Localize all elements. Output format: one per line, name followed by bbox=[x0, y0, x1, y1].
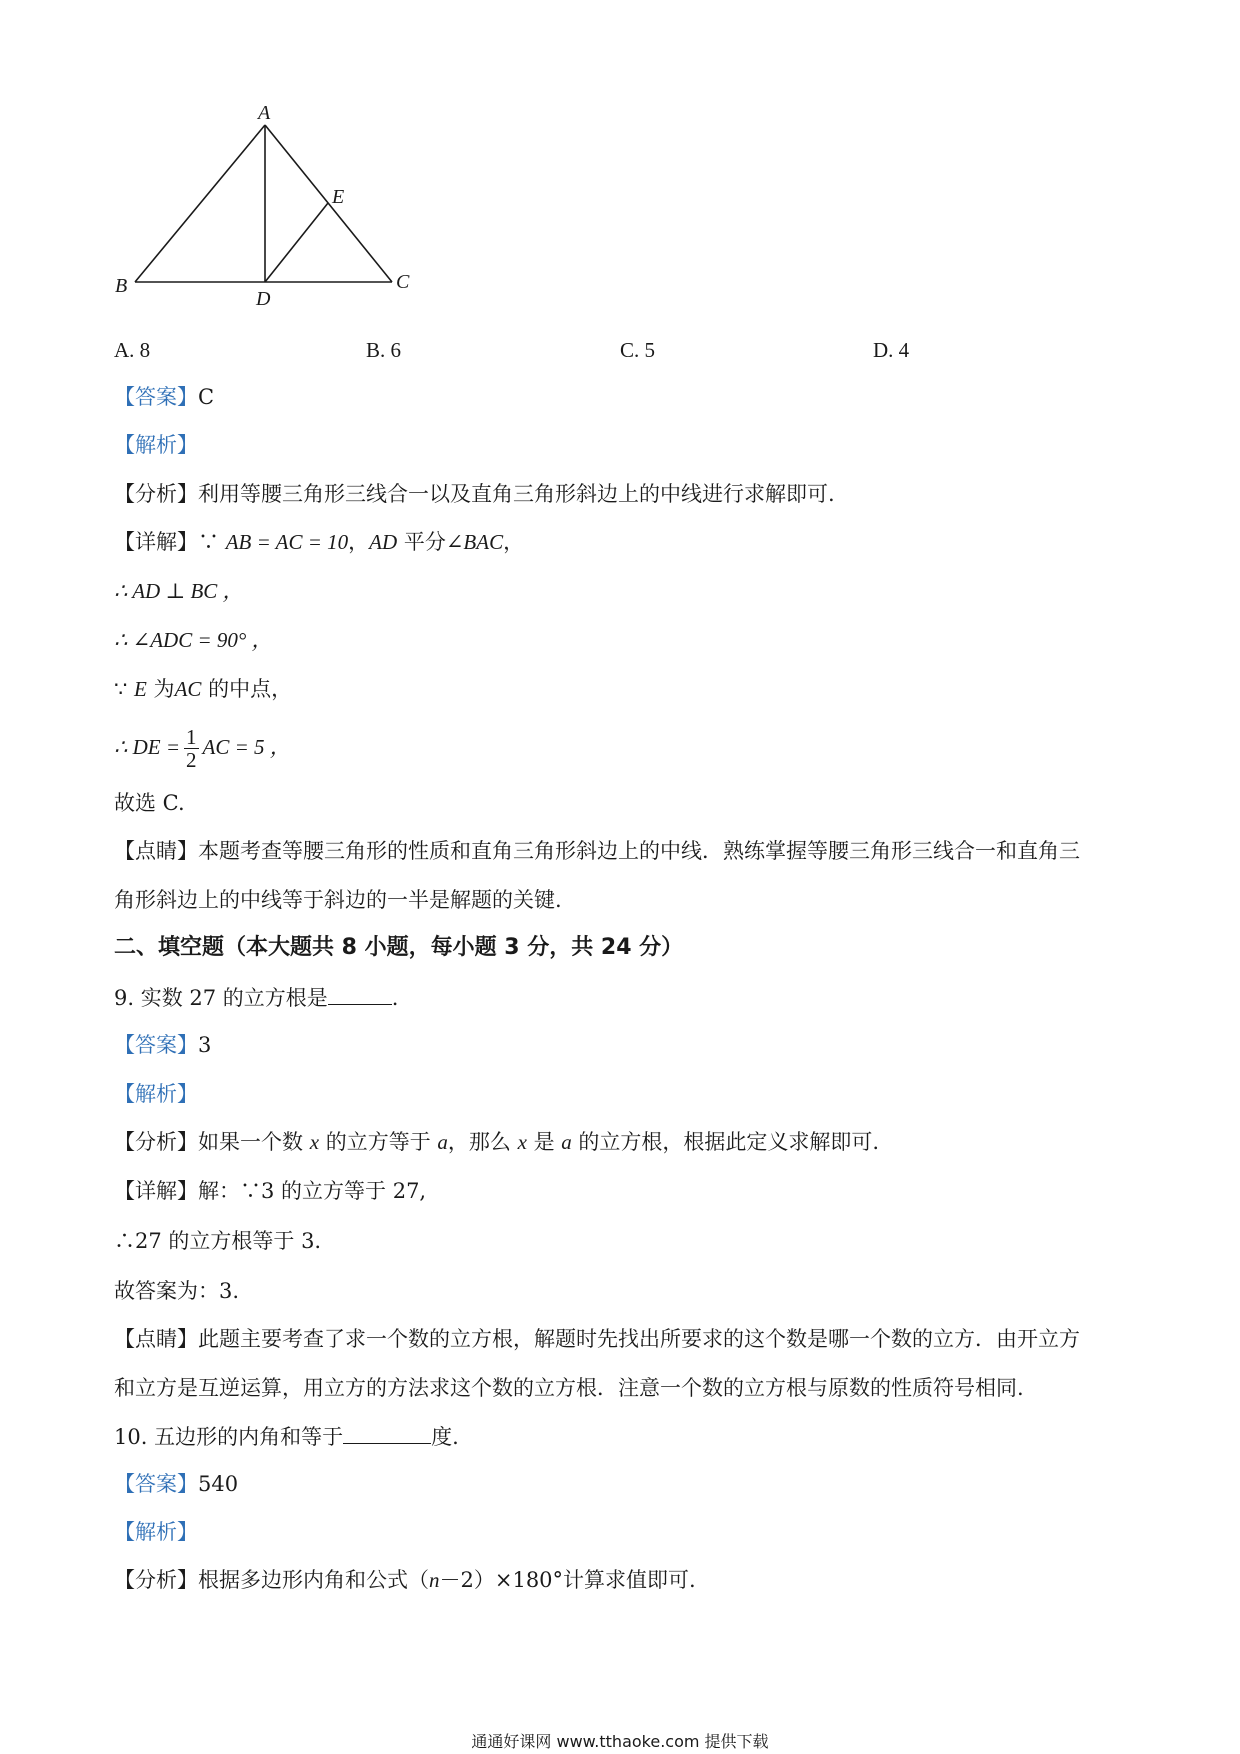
q9-answer bbox=[114, 1032, 211, 1058]
q8-detail-4 bbox=[114, 676, 292, 702]
answer-blank bbox=[328, 984, 392, 1005]
dianjing-text: 本题考查等腰三角形的性质和直角三角形斜边上的中线．熟练掌握等腰三角形三线合一和直角三 bbox=[198, 839, 1080, 863]
detail-text: 解：∵3 的立方等于 27, bbox=[198, 1179, 427, 1203]
page-footer: 通通好课网 www.tthaoke.com 提供下载 bbox=[471, 1732, 769, 1751]
q8-detail-3: ∴ ∠ADC = 90° ， bbox=[114, 628, 273, 652]
q8-detail-6: 故选 C. bbox=[114, 791, 185, 815]
option-d: D. 4 bbox=[873, 338, 910, 362]
math-a: a bbox=[437, 1130, 448, 1154]
q9-detail-1 bbox=[114, 1178, 426, 1204]
q10-answer bbox=[114, 1471, 238, 1497]
q10-question bbox=[114, 1423, 459, 1450]
label-a: A bbox=[258, 102, 271, 124]
math-angle-bac: ∠BAC bbox=[445, 530, 504, 554]
math-e: E bbox=[134, 677, 147, 701]
label-e: E bbox=[332, 186, 345, 208]
math-a: a bbox=[561, 1130, 572, 1154]
q9-detail-2: ∴27 的立方根等于 3. bbox=[114, 1229, 322, 1253]
q10-analysis-tag: 【解析】 bbox=[114, 1520, 198, 1544]
fenxi-text: 的立方根，根据此定义求解即可. bbox=[571, 1130, 880, 1154]
q10-fenxi bbox=[114, 1567, 696, 1593]
question-text: 9. 实数 27 的立方根是 bbox=[114, 986, 328, 1010]
fenxi-text: 根据多边形内角和公式（ bbox=[198, 1568, 429, 1592]
option-c: C. 5 bbox=[620, 338, 656, 362]
q9-dianjing-1 bbox=[114, 1326, 1080, 1352]
question-end: 度. bbox=[431, 1425, 459, 1449]
label-c: C bbox=[396, 271, 410, 293]
text-midpoint: 的中点， bbox=[201, 677, 293, 701]
section-heading: 二、填空题（本大题共 8 小题，每小题 3 分，共 24 分） bbox=[114, 935, 684, 960]
because-sign: ∵ bbox=[198, 530, 226, 554]
fenxi-tag: 【分析】 bbox=[114, 1568, 198, 1592]
question-text: 10. 五边形的内角和等于 bbox=[114, 1425, 344, 1449]
math-de: ∴ DE = bbox=[114, 735, 181, 759]
fenxi-text: 的立方等于 bbox=[319, 1130, 438, 1154]
math-ac: AC bbox=[174, 677, 202, 701]
q9-fenxi bbox=[114, 1129, 879, 1155]
segment-ab bbox=[135, 125, 265, 282]
comma: ， bbox=[348, 530, 370, 554]
segment-de bbox=[265, 203, 328, 282]
q8-detail-5 bbox=[114, 722, 291, 772]
dianjing-text: 此题主要考查了求一个数的立方根，解题时先找出所要求的这个数是哪一个数的立方．由开立方 bbox=[198, 1327, 1080, 1351]
q8-detail-2: ∴ AD ⊥ BC ， bbox=[114, 579, 244, 603]
answer-value: C bbox=[198, 385, 215, 409]
fenxi-text: ，那么 bbox=[447, 1130, 518, 1154]
fenxi-text: 利用等腰三角形三线合一以及直角三角形斜边上的中线进行求解即可. bbox=[198, 482, 835, 506]
math-x: x bbox=[517, 1130, 527, 1154]
answer-value: 540 bbox=[198, 1472, 239, 1496]
math-ad: AD bbox=[369, 530, 398, 554]
fenxi-tag: 【分析】 bbox=[114, 482, 198, 506]
q9-dianjing-2: 和立方是互逆运算，用立方的方法求这个数的立方根．注意一个数的立方根与原数的性质符号相同. bbox=[114, 1376, 1024, 1400]
q9-detail-3: 故答案为：3. bbox=[114, 1279, 240, 1303]
because-sign: ∵ bbox=[114, 677, 135, 701]
answer-tag: 【答案】 bbox=[114, 385, 198, 409]
text-wei: 为 bbox=[146, 677, 175, 701]
comma: ， bbox=[503, 530, 525, 554]
text-bisect: 平分 bbox=[397, 530, 446, 554]
math-ab-ac: AB = AC = 10 bbox=[225, 530, 349, 554]
fenxi-text: 如果一个数 bbox=[198, 1130, 310, 1154]
dianjing-tag: 【点睛】 bbox=[114, 839, 198, 863]
q8-detail-1 bbox=[114, 529, 524, 555]
dianjing-tag: 【点睛】 bbox=[114, 1327, 198, 1351]
answer-value: 3 bbox=[198, 1033, 212, 1057]
option-b: B. 6 bbox=[366, 338, 402, 362]
math-x: x bbox=[309, 1130, 320, 1154]
q8-answer bbox=[114, 384, 214, 410]
triangle-figure bbox=[100, 100, 420, 320]
q8-dianjing-1 bbox=[114, 838, 1080, 864]
answer-tag: 【答案】 bbox=[114, 1033, 198, 1057]
label-b: B bbox=[115, 275, 128, 297]
fenxi-text: 是 bbox=[526, 1130, 562, 1154]
fraction-numerator: 1 bbox=[186, 725, 197, 749]
xiangjie-tag: 【详解】 bbox=[114, 1179, 198, 1203]
fenxi-tag: 【分析】 bbox=[114, 1130, 198, 1154]
fenxi-text: －2）×180°计算求值即可. bbox=[439, 1568, 696, 1592]
q8-fenxi bbox=[114, 481, 835, 507]
math-n: n bbox=[429, 1568, 440, 1592]
q9-question bbox=[114, 984, 398, 1011]
q9-analysis-tag: 【解析】 bbox=[114, 1082, 198, 1106]
math-ac-5: AC = 5 ， bbox=[202, 735, 291, 759]
q8-dianjing-2: 角形斜边上的中线等于斜边的一半是解题的关键. bbox=[114, 888, 562, 912]
q8-analysis-tag: 【解析】 bbox=[114, 433, 198, 457]
fraction-half bbox=[184, 726, 199, 771]
answer-blank bbox=[343, 1423, 431, 1444]
fraction-denominator: 2 bbox=[186, 748, 197, 772]
xiangjie-tag: 【详解】 bbox=[114, 530, 198, 554]
answer-tag: 【答案】 bbox=[114, 1472, 198, 1496]
option-a: A. 8 bbox=[114, 338, 151, 362]
label-d: D bbox=[256, 288, 271, 310]
question-end: . bbox=[391, 986, 399, 1010]
